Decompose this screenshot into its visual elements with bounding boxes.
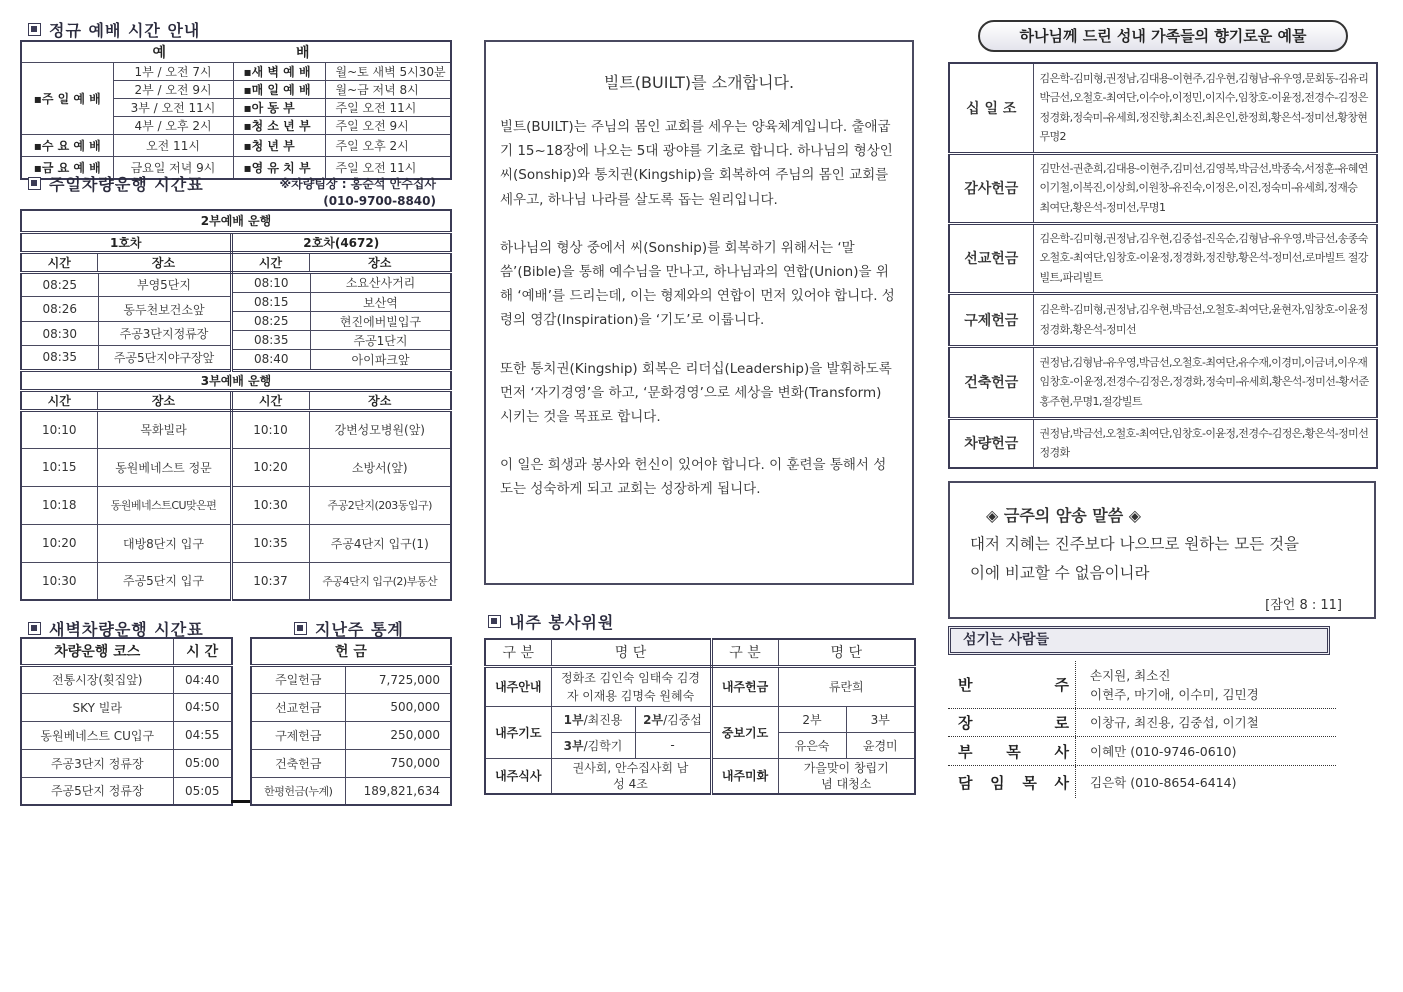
car1-header: 1호차 — [21, 232, 231, 252]
sunday-worship-label: ▪주 일 예 배 — [21, 63, 113, 135]
car1-time: 08:25 — [22, 274, 98, 297]
worship-title-text: 정규 예배 시간 안내 — [49, 21, 201, 40]
stats-row: 선교헌금 500,000 — [251, 693, 451, 721]
servants-title: 섬기는 사람들 — [948, 626, 1330, 655]
sunday-bus-section-title — [28, 172, 204, 195]
servant-label: 담 임 목 사 — [948, 766, 1076, 798]
service3-row: 10:30 주공5단지 입구 10:37 주공4단지 입구(2)부동산 — [21, 562, 451, 600]
volunteers-section-title — [488, 610, 614, 633]
prayer-3: 3부/김학기 — [551, 732, 635, 758]
servant-row-senior-pastor — [948, 766, 1336, 798]
dawn-worship-label: ▪새 벽 예 배 — [233, 63, 325, 81]
built-paragraph: 하나님의 형상 중에서 씨(Sonship)를 회복하기 위해서는 ‘말씀’(Bible)을 통해 예수님을 만나고, 하나님과의 연합(Union)을 위해 ‘예배’를 드리는데, 이는 형제와의 연합이 먼저 있어야 합니다. 성령의 영감(Inspiration)을 ‘기도’로 이룹니다. — [500, 239, 895, 329]
daily-worship-time: 월~금 저녁 8시 — [325, 81, 451, 99]
dawn-bus-row: 주공5단지 정류장 05:05 — [21, 777, 232, 805]
sunday-service-1: 1부 / 오전 7시 — [113, 63, 233, 81]
car2-place: 보산역 — [311, 293, 451, 312]
meal-label: 내주식사 — [485, 758, 551, 794]
wednesday-worship-label: ▪수 요 예 배 — [21, 135, 113, 157]
memory-verse-text: 대저 지혜는 진주보다 나으므로 원하는 모든 것을 이에 비교할 수 없음이니라 — [970, 535, 1300, 582]
col-place: 장소 — [97, 390, 231, 410]
car1-place: 동두천보건소앞 — [98, 297, 230, 322]
memory-verse-reference: [잠언 8 : 11] — [1265, 598, 1342, 613]
friday-worship-label: ▪금 요 예 배 — [21, 157, 113, 179]
offering-row: 십 일 조 김은학-김미형,권정남,김대용-이현주,김우현,김형남-유우영,문회동-김유리 박금선,오철호-최여단,이수아,이정민,이지수,임창호-이윤정,전경수-김정은 정경화,정숙미-유세희,정진향,최소진,최은인,한정희,황은석-정미선,황창현 무명2 — [949, 63, 1377, 153]
servant-label: 부 목 사 — [948, 737, 1076, 765]
sunday-service-2: 2부 / 오전 9시 — [113, 81, 233, 99]
col-category: 구 분 — [485, 639, 551, 666]
built-title: 빌트(BUILT)를 소개합니다. — [603, 73, 795, 92]
sunday-bus-title-text: 주일차량운행 시간표 — [49, 175, 204, 194]
offering-row: 구제헌금 김은학-김미형,권정남,김우현,박금선,오철호-최여단,윤현자,임창호-이윤정 정경화,황은석-정미선 — [949, 293, 1377, 346]
youth-label: ▪청 소 년 부 — [233, 117, 325, 135]
dawn-bus-table — [20, 637, 233, 806]
offering-row: 건축헌금 권정남,김형남-유우영,박금선,오철호-최여단,유수재,이경미,이금녀,이우재 임창호-이윤정,전경수-김정은,정경화,정숙미-유세희,황은석-정미선-황서준 홍주현,무명1,절강빌트 — [949, 346, 1377, 418]
dawn-worship-time: 월~토 새벽 5시30분 — [325, 63, 451, 81]
car2-schedule — [233, 274, 451, 369]
worship-schedule-table — [20, 40, 452, 180]
stats-row: 한평헌금(누계) 189,821,634 — [251, 777, 451, 805]
offerings-table — [948, 62, 1378, 469]
car2-place: 소요산사거리 — [311, 274, 451, 293]
dawn-bus-row: SKY 빌라 04:50 — [21, 693, 232, 721]
beauty-names: 가을맞이 창립기념 대청소 — [778, 758, 915, 794]
stats-row: 구제헌금 250,000 — [251, 721, 451, 749]
dawn-bus-row: 주공3단지 정류장 05:00 — [21, 749, 232, 777]
friday-worship-time: 금요일 저녁 9시 — [113, 157, 233, 179]
volunteers-table — [484, 638, 916, 795]
servant-value: 김은학 (010-8654-6414) — [1090, 774, 1237, 790]
car1-place: 주공3단지정류장 — [98, 322, 230, 346]
memory-verse-title: ◈ 금주의 암송 말씀 ◈ — [986, 506, 1142, 525]
intercession-part: 2부 — [778, 706, 846, 732]
wednesday-worship-time: 오전 11시 — [113, 135, 233, 157]
servant-row-associate-pastor — [948, 737, 1336, 766]
servant-value: 이혜만 (010-9746-0610) — [1090, 743, 1237, 759]
col-place: 장소 — [309, 390, 451, 410]
square-bullet-icon — [28, 177, 41, 190]
col-category: 구 분 — [711, 639, 778, 666]
offering-names: 류란희 — [778, 666, 915, 706]
service3-bus-header: 3부예배 운행 — [21, 370, 451, 390]
offering-row: 감사헌금 김만선-권춘희,김대용-이현주,김미선,김영복,박금선,박종숙,서정훈-유혜연 이기철,이복진,이상희,이원창-유진숙,이정은,이진,정숙미-유세희,정재승 최여단,황은석-정미선,무명1 — [949, 153, 1377, 223]
offering-row: 차량헌금 권정남,박금선,오철호-최여단,임창호-이윤정,전경수-김정은,황은석-정미선 정경화 — [949, 418, 1377, 468]
car1-schedule — [22, 274, 230, 369]
built-intro-panel — [484, 40, 914, 585]
servant-value: 손지원, 최소진 이현주, 마기애, 이수미, 김민경 — [1090, 667, 1259, 702]
dawn-bus-row: 전통시장(횟집앞) 04:40 — [21, 665, 232, 693]
young-adult-time: 주일 오후 2시 — [325, 135, 451, 157]
servant-label: 반 주 — [948, 661, 1076, 708]
car1-time: 08:26 — [22, 297, 98, 322]
servant-label: 장 로 — [948, 709, 1076, 736]
meal-names: 권사회, 안수집사회 남성 4조 — [551, 758, 711, 794]
col-time: 시 간 — [173, 638, 232, 665]
col-names: 명 단 — [778, 639, 915, 666]
prayer-4: - — [635, 732, 711, 758]
car1-time: 08:30 — [22, 322, 98, 346]
guide-names: 정화조 김인숙 임태숙 김경자 이재용 김명숙 원혜숙 — [551, 666, 711, 706]
dawn-bus-title-text: 새벽차량운행 시간표 — [49, 620, 204, 639]
divider-line — [231, 800, 250, 803]
car2-time: 08:25 — [233, 312, 311, 331]
car1-time: 08:35 — [22, 346, 98, 369]
prayer-2: 2부/김중섭 — [635, 706, 711, 732]
car1-place: 부영5단지 — [98, 274, 230, 297]
car2-place: 아이파크앞 — [311, 350, 451, 369]
square-bullet-icon — [294, 622, 307, 635]
car2-place: 현진에버빌입구 — [311, 312, 451, 331]
col-names: 명 단 — [551, 639, 711, 666]
car1-place: 주공5단지야구장앞 — [98, 346, 230, 369]
col-time: 시간 — [21, 390, 97, 410]
car2-time: 08:40 — [233, 350, 311, 369]
memory-verse-panel — [948, 481, 1376, 619]
kindergarten-label: ▪영 유 치 부 — [233, 157, 325, 179]
children-time: 주일 오전 11시 — [325, 99, 451, 117]
worship-header: 예 배 — [21, 41, 451, 63]
intercession-label: 중보기도 — [711, 706, 778, 758]
square-bullet-icon — [28, 23, 41, 36]
young-adult-label: ▪청 년 부 — [233, 135, 325, 157]
bus-team-leader-note: ※차량팀장 : 홍순석 안수집사 (010-9700-8840) — [279, 177, 436, 208]
offering-row: 선교헌금 김은학-김미형,권정남,김우현,김중섭-진옥순,김형남-유우영,박금선,송종숙 오철호-최여단,임창호-이윤정,정경화,정진향,황은석-정미선,로마빌트 절강빌트,파리빌트 — [949, 223, 1377, 293]
service3-row: 10:15 동원베네스트 정문 10:20 소방서(앞) — [21, 448, 451, 486]
guide-label: 내주안내 — [485, 666, 551, 706]
offerings-title: 하나님께 드린 성내 가족들의 향기로운 예물 — [978, 20, 1348, 52]
volunteers-title-text: 내주 봉사위원 — [509, 613, 615, 632]
youth-time: 주일 오전 9시 — [325, 117, 451, 135]
stats-row: 건축헌금 750,000 — [251, 749, 451, 777]
beauty-label: 내주미화 — [711, 758, 778, 794]
intercession-part: 3부 — [846, 706, 915, 732]
offering-header: 헌 금 — [251, 638, 451, 665]
prayer-label: 내주기도 — [485, 706, 551, 758]
servant-row-leaders — [948, 661, 1336, 709]
servant-value: 이창규, 최진용, 김중섭, 이기철 — [1090, 715, 1259, 730]
servant-row-elders — [948, 709, 1336, 737]
prayer-1: 1부/최진용 — [551, 706, 635, 732]
built-paragraph: 또한 통치권(Kingship) 회복은 리더십(Leadership)을 발휘하도록 먼저 ‘자기경영’을 하고, ‘문화경영’으로 세상을 변화(Transform) 시키는 것을 목표로 합니다. — [500, 360, 892, 426]
col-place: 장소 — [97, 252, 231, 272]
built-paragraph: 이 일은 희생과 봉사와 헌신이 있어야 합니다. 이 훈련을 통해서 성도는 성숙하게 되고 교회는 성장하게 됩니다. — [500, 457, 887, 498]
col-time: 시간 — [231, 252, 309, 272]
service3-row: 10:10 목화빌라 10:10 강변성모병원(앞) — [21, 410, 451, 448]
kindergarten-time: 주일 오전 11시 — [325, 157, 451, 179]
col-time: 시간 — [21, 252, 97, 272]
last-week-stats-table — [250, 637, 452, 806]
col-course: 차량운행 코스 — [21, 638, 173, 665]
sunday-bus-table — [20, 209, 452, 601]
intercession-name: 윤경미 — [846, 732, 915, 758]
service3-row: 10:20 대방8단지 입구 10:35 주공4단지 입구(1) — [21, 524, 451, 562]
built-body — [486, 115, 912, 502]
intercession-name: 유은숙 — [778, 732, 846, 758]
stats-title-text: 지난주 통계 — [315, 620, 404, 639]
service2-bus-header: 2부예배 운행 — [21, 210, 451, 232]
sunday-service-4: 4부 / 오후 2시 — [113, 117, 233, 135]
square-bullet-icon — [488, 615, 501, 628]
col-time: 시간 — [231, 390, 309, 410]
built-paragraph: 빌트(BUILT)는 주님의 몸인 교회를 세우는 양육체계입니다. 출애굽기 15~18장에 나오는 5대 광야를 기초로 합니다. 하나님의 형상인 씨(Sonship)와 통치권(Kingship)을 회복하여 주님의 몸인 교회를 세우고, 하나님 나라를 살도록 돕는 원리입니다. — [500, 119, 893, 208]
offering-label: 내주헌금 — [711, 666, 778, 706]
stats-row: 주일헌금 7,725,000 — [251, 665, 451, 693]
children-label: ▪아 동 부 — [233, 99, 325, 117]
col-place: 장소 — [309, 252, 451, 272]
dawn-bus-row: 동원베네스트 CU입구 04:55 — [21, 721, 232, 749]
worship-section-title — [28, 18, 200, 41]
sunday-service-3: 3부 / 오전 11시 — [113, 99, 233, 117]
daily-worship-label: ▪매 일 예 배 — [233, 81, 325, 99]
service3-row: 10:18 동원베네스트CU맞은편 10:30 주공2단지(203동입구) — [21, 486, 451, 524]
car2-time: 08:35 — [233, 331, 311, 350]
car2-place: 주공1단지 — [311, 331, 451, 350]
car2-time: 08:10 — [233, 274, 311, 293]
car2-time: 08:15 — [233, 293, 311, 312]
car2-header: 2호차(4672) — [231, 232, 451, 252]
square-bullet-icon — [28, 622, 41, 635]
